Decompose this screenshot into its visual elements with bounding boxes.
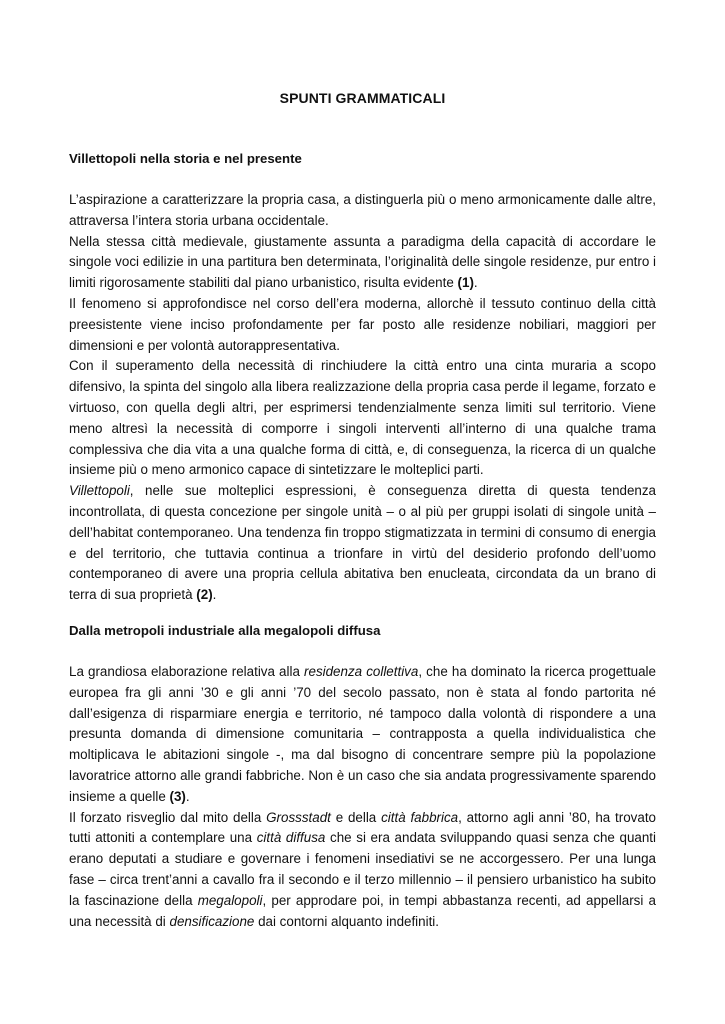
footnote-ref: (3) [169,788,186,804]
paragraph-text: , attorno agli anni ’80, ha trovato tutti attoniti a contemplare una [69,809,656,846]
paragraph-text: Con il superamento della necessità di rinchiudere la città entro una cinta muraria a scopo difensivo, la spinta del singolo alla libera realizzazione della propria casa perde il legame, forzato e virtuoso, con quella degli altri, per esprimersi tendenzialmente senza limiti sul territorio. Viene meno altresì la necessità di comporre i singoli interventi all’interno di una qualche trama complessiva che dia vita a una qualche forma di città, e, di conseguenza, la ricerca di un qualche insieme più o meno armonico capace di sintetizzare le molteplici parti. [69,358,656,478]
paragraph: Nella stessa città medievale, giustamente assunta a paradigma della capacità di accordare le singole voci edilizie in una partitura ben determinata, l’originalità delle singole residenze, pur entro i limiti rigorosamente stabiliti dal piano urbanistico, risulta evidente (1). [69,233,656,291]
paragraph-text: Nella stessa città medievale, giustamente assunta a paradigma della capacità di accordare le singole voci edilizie in una partitura ben determinata, l’originalità delle singole residenze, pur entro i limiti rigorosamente stabiliti dal piano urbanistico, risulta evidente [69,233,656,291]
italic-term: residenza collettiva [304,664,419,679]
paragraph-text: , per approdare poi, in tempi abbastanza recenti, ad appellarsi a una necessità di [69,892,656,929]
paragraph-text: L’aspirazione a caratterizzare la propria casa, a distinguerla più o meno armonicamente dalle altre, attraversa l’intera storia urbana occidentale. [69,192,656,228]
section-body-villettopoli [69,190,656,606]
paragraph [69,190,656,232]
italic-term: megalopoli [197,892,263,908]
paragraph-text: Il fenomeno si approfondisce nel corso dell’era moderna, allorchè il tessuto continuo della città preesistente viene inciso profondamente per far posto alle residenze nobiliari, maggiori per dimensioni e per volontà autorappresentativa. [69,295,656,353]
paragraph [69,294,656,356]
paragraph-text: che si era andata sviluppando quasi senza che quanti erano deputati a studiare e governare i fenomeni insediativi se ne accorgessero. Per una lunga fase – circa trent’anni a cavallo fra il secondo e il terzo millennio – il pensiero urbanistico ha subito la fascinazione della [69,830,656,908]
paragraph-text: , nelle sue molteplici espressioni, è conseguenza diretta di questa tendenza incontrollata, di questa concezione per singole unità – o al più per gruppi isolati di singole unità – dell’habitat contemporaneo. Una tendenza fin troppo stigmatizzata in termini di consumo di energia e del territorio, che tuttavia continua a trionfare in virtù del desiderio profondo dell’uomo contemporaneo di avere una propria cellula abitativa ben enucleata, circondata da un brano di terra di sua proprietà [69,483,656,603]
paragraph-text: , che ha dominato la ricerca progettuale europea fra gli anni ’30 e gli anni ’70 del secolo passato, non è stata al fondo partorita né dall’esigenza di risparmiare energia e territorio, né tampoco dalla volontà di rispondere a una presunta domanda di dimensione comunitaria – contrapposta a quella individualistica che moltiplicava le abitazioni singole -, ma dal bisogno di concentrare sempre più la popolazione lavoratrice attorno alle grandi fabbriche. Non è un caso che sia andata progressivamente sparendo insieme a quelle [69,664,656,804]
footnote-ref: (2) [196,587,213,603]
italic-term: città diffusa [256,830,326,846]
document-title: SPUNTI GRAMMATICALI [279,90,446,106]
section-heading-megalopoli: Dalla metropoli industriale alla megalopoli diffusa [69,623,381,638]
paragraph-text: dai contorni alquanto indefiniti. [254,913,439,929]
section-body-megalopoli [69,662,656,932]
paragraph-text: Il forzato risveglio dal mito della [69,809,267,825]
italic-term: densificazione [169,913,255,929]
italic-term: città fabbrica [381,809,459,825]
paragraph-text: La grandiosa elaborazione relativa alla [69,664,305,679]
paragraph: Villettopoli, nelle sue molteplici espressioni, è conseguenza diretta di questa tendenza incontrollata, di questa concezione per singole unità – o al più per gruppi isolati di singole unità – dell’habitat contemporaneo. Una tendenza fin troppo stigmatizzata in termini di consumo di energia e del territorio, che tuttavia continua a trionfare in virtù del desiderio profondo dell’uomo contemporaneo di avere una propria cellula abitativa ben enucleata, circondata da un brano di terra di sua proprietà (2). [69,483,656,603]
italic-term: Grossstadt [266,809,331,825]
paragraph-text: e della [330,809,382,825]
paragraph: La grandiosa elaborazione relativa alla residenza collettiva, che ha dominato la ricerca progettuale europea fra gli anni ’30 e gli anni ’70 del secolo passato, non è stata al fondo partorita né dall’esigenza di risparmiare energia e territorio, né tampoco dalla volontà di rispondere a una presunta domanda di dimensione comunitaria – contrapposta a quella individualistica che moltiplicava le abitazioni singole -, ma dal bisogno di concentrare sempre più la popolazione lavoratrice attorno alle grandi fabbriche. Non è un caso che sia andata progressivamente sparendo insieme a quelle (3). [69,664,656,804]
italic-term: Villettopoli [69,483,130,499]
footnote-ref: (1) [457,275,474,291]
section-heading-villettopoli: Villettopoli nella storia e nel presente [69,151,302,166]
paragraph [69,808,656,933]
paragraph [69,356,656,481]
